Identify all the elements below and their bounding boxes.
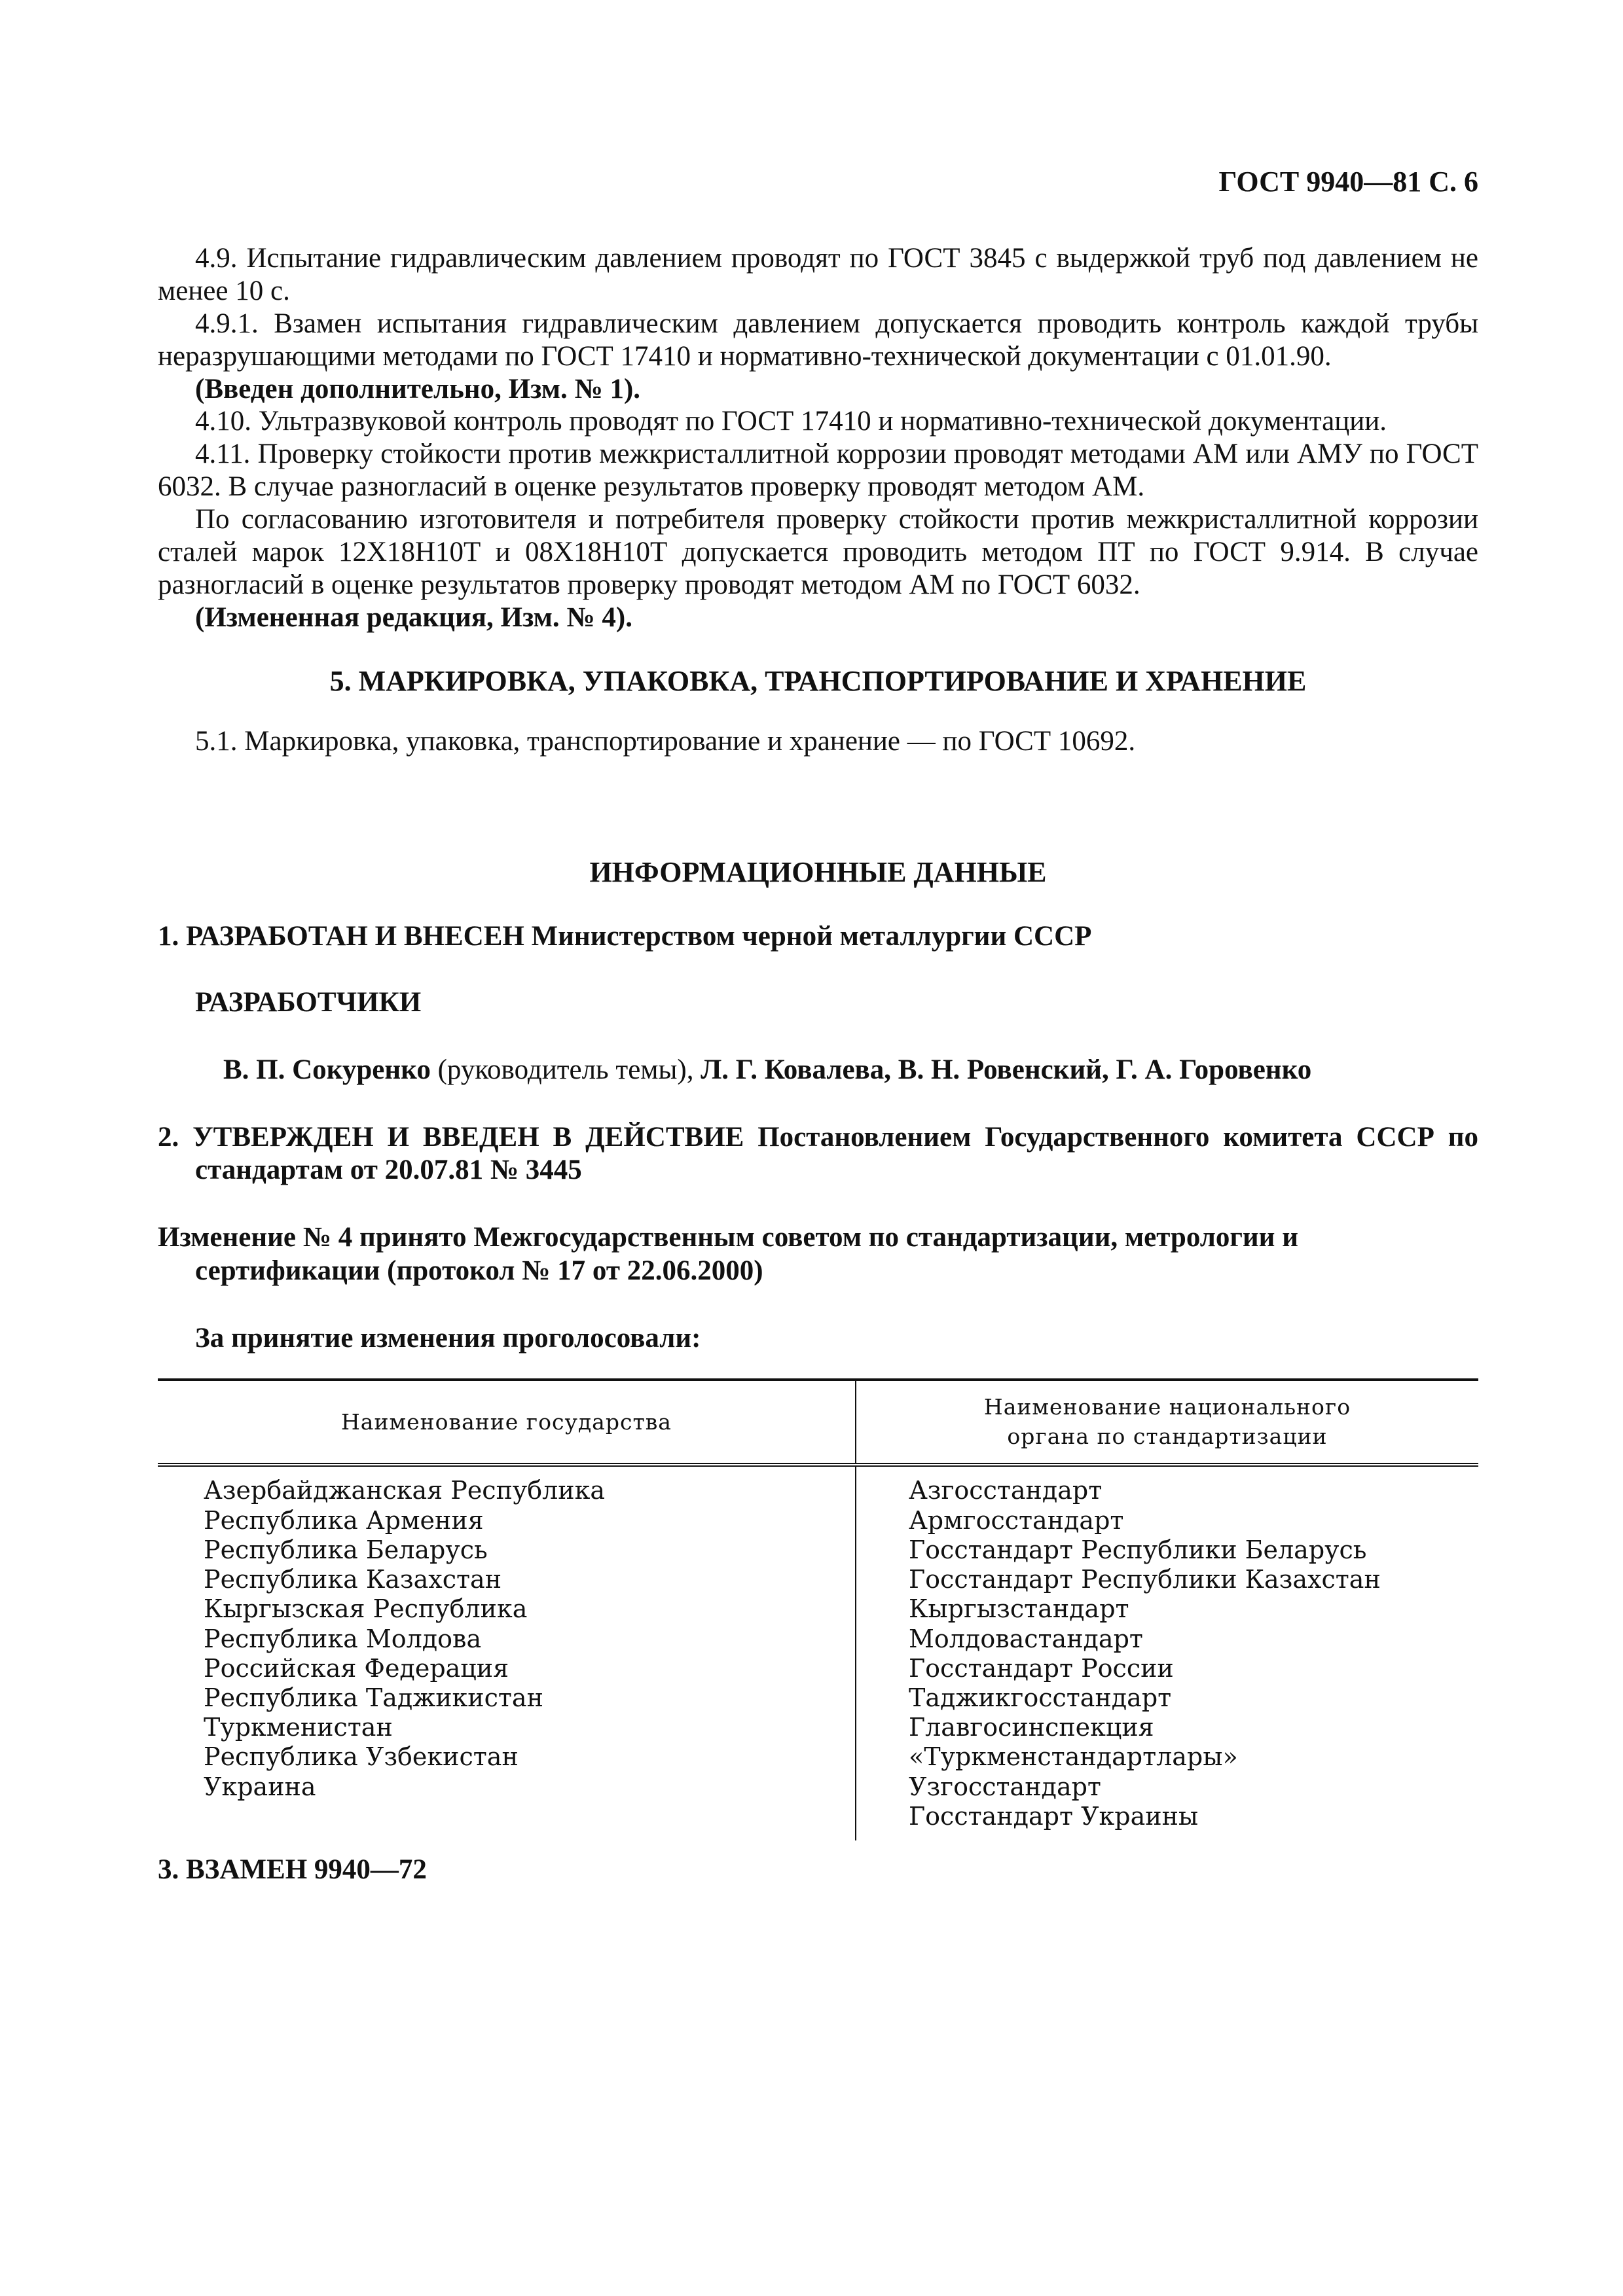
info-item-3: 3. ВЗАМЕН 9940—72 xyxy=(158,1854,427,1886)
standards-body-name: Молдовастандарт xyxy=(909,1624,1143,1653)
state-name: Республика Беларусь xyxy=(204,1535,488,1564)
state-name: Украина xyxy=(204,1772,316,1801)
state-name: Туркменистан xyxy=(204,1713,393,1742)
state-name: Республика Казахстан xyxy=(204,1565,502,1594)
developer-lead-role: (руководитель темы), xyxy=(430,1054,701,1085)
change-4-note: Изменение № 4 принято Межгосударственным советом по стандартизации, метрологии и сертификации (протокол № 17 от 22.06.2000) xyxy=(158,1222,1298,1286)
state-name: Республика Армения xyxy=(204,1505,484,1535)
clause-4-9-1: 4.9.1. Взамен испытания гидравлическим давлением допускается проводить контроль каждой трубы неразрушающими методами по ГОСТ 17410 и нормативно-технической документации с 01.01.90. xyxy=(158,308,1478,372)
state-name: Азербайджанская Республика xyxy=(204,1476,606,1505)
section-5-title: 5. МАРКИРОВКА, УПАКОВКА, ТРАНСПОРТИРОВАНИЕ И ХРАНЕНИЕ xyxy=(329,664,1307,697)
developers-list xyxy=(158,1054,1478,1087)
clause-5-1: 5.1. Маркировка, упаковка, транспортирование и хранение — по ГОСТ 10692. xyxy=(195,725,1136,757)
table-header-row xyxy=(158,1380,1478,1465)
page-header: ГОСТ 9940—81 С. 6 xyxy=(1218,166,1478,198)
developers-title: РАЗРАБОТЧИКИ xyxy=(195,987,422,1018)
clause-4-9: 4.9. Испытание гидравлическим давлением проводят по ГОСТ 3845 с выдержкой труб под давлением не менее 10 с. xyxy=(158,243,1478,306)
info-title: ИНФОРМАЦИОННЫЕ ДАННЫЕ xyxy=(589,856,1047,889)
standards-body-name: Азгосстандарт xyxy=(909,1476,1103,1505)
standards-body-name: Госстандарт Республики Казахстан xyxy=(909,1565,1381,1594)
state-name: Республика Узбекистан xyxy=(204,1742,519,1772)
standards-body-name: Таджикгосстандарт xyxy=(909,1683,1172,1712)
body-column-header-line1: Наименование национального xyxy=(983,1394,1351,1420)
amendment-note-1: (Введен дополнительно, Изм. № 1). xyxy=(195,373,641,404)
bodies-cell xyxy=(856,1465,1478,1840)
state-name: Кыргызская Республика xyxy=(204,1594,528,1624)
developer-lead: В. П. Сокуренко xyxy=(223,1054,431,1085)
clause-4-11-agreement: По согласованию изготовителя и потребителя проверку стойкости против межкристаллитной коррозии сталей марок 12Х18Н10Т и 08Х18Н10Т допускается проводить методом ПТ по ГОСТ 9.914. В случае разногласий в оценке результатов проверку проводят методом АМ по ГОСТ 6032. xyxy=(158,504,1478,600)
states-cell xyxy=(158,1465,856,1840)
standards-body-name: Кыргызстандарт xyxy=(909,1594,1129,1624)
state-name: Российская Федерация xyxy=(204,1653,509,1683)
clause-4-11: 4.11. Проверку стойкости против межкристаллитной коррозии проводят методами АМ или АМУ по ГОСТ 6032. В случае разногласий в оценке результатов проверку проводят методом АМ. xyxy=(158,439,1478,503)
standards-body-name: Узгосстандарт xyxy=(909,1772,1101,1801)
standards-body-name: Госстандарт Республики Беларусь xyxy=(909,1535,1367,1564)
voted-title: За принятие изменения проголосовали: xyxy=(195,1322,701,1354)
standards-body-name: Госстандарт Украины xyxy=(909,1801,1199,1831)
state-name: Республика Таджикистан xyxy=(204,1683,543,1712)
state-column-header: Наименование государства xyxy=(158,1380,856,1465)
body-column-header-line2: органа по стандартизации xyxy=(1007,1423,1328,1449)
states-table xyxy=(158,1378,1478,1840)
state-name: Республика Молдова xyxy=(204,1624,482,1653)
clause-4-10: 4.10. Ультразвуковой контроль проводят по ГОСТ 17410 и нормативно-технической документации. xyxy=(195,406,1387,437)
document-body xyxy=(158,242,1478,1887)
amendment-note-4: (Измененная редакция, Изм. № 4). xyxy=(195,601,632,633)
table-body-row xyxy=(158,1465,1478,1840)
standards-body-name: Армгосстандарт xyxy=(909,1505,1124,1535)
developers-others: Л. Г. Ковалева, В. Н. Ровенский, Г. А. Горовенко xyxy=(701,1054,1312,1085)
standards-body-name: Главгосинспекция «Туркменстандартлары» xyxy=(909,1713,1238,1772)
body-column-header xyxy=(856,1380,1478,1465)
standards-body-name: Госстандарт России xyxy=(909,1653,1174,1683)
info-item-2: 2. УТВЕРЖДЕН И ВВЕДЕН В ДЕЙСТВИЕ Постановлением Государственного комитета СССР по стандартам от 20.07.81 № 3445 xyxy=(158,1121,1478,1186)
info-item-1: 1. РАЗРАБОТАН И ВНЕСЕН Министерством черной металлургии СССР xyxy=(158,921,1092,952)
